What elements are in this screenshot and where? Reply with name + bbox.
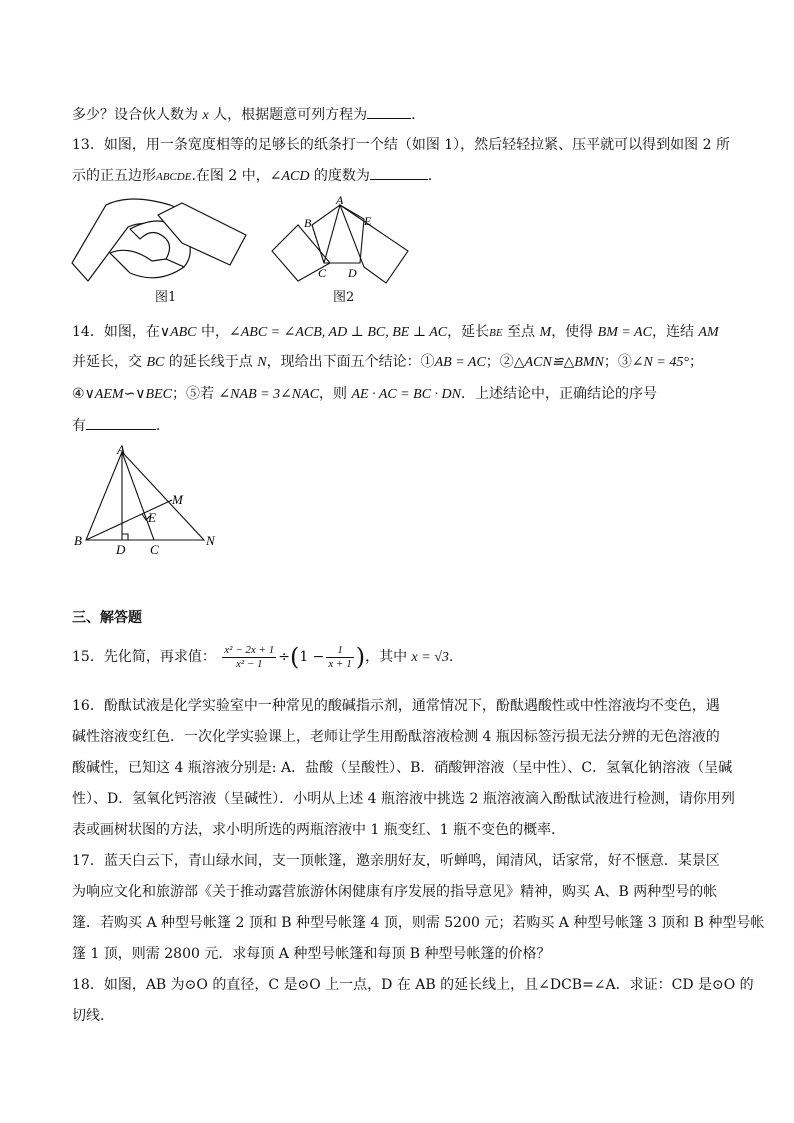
- q14-text: 14．如图，在: [72, 324, 160, 340]
- q14-fig-label-b: B: [74, 533, 82, 548]
- q14-fig-label-e: E: [148, 510, 156, 525]
- q12-answer-blank[interactable]: [367, 104, 411, 119]
- q14-text-c: ，延长: [447, 324, 490, 340]
- q13-text-c: 的度数为: [309, 168, 370, 184]
- q15-text: 15．先化简，再求值：: [72, 649, 216, 665]
- fig2-label-b: B: [304, 216, 312, 230]
- q15-x-value: x = √3: [411, 650, 449, 665]
- q15-line: [72, 640, 453, 674]
- q16-line1: 16．酚酞试液是化学实验室中一种常见的酸碱指示剂，通常情况下，酚酞遇酸性或中性溶液均不变色，遇: [72, 698, 720, 714]
- q15-f1-denominator: x² − 1: [235, 657, 263, 670]
- fig2-label-a: A: [336, 195, 344, 207]
- q15-f1-numerator: x² − 2x + 1: [224, 643, 275, 656]
- q12-var-x: x: [202, 108, 209, 123]
- q14-line3: [72, 384, 657, 405]
- q15-f2-numerator: 1: [326, 644, 353, 658]
- q14-text-d: 至点: [502, 324, 540, 340]
- q15-f2-denominator: x + 1: [328, 657, 352, 670]
- q14-fig-label-m: M: [172, 492, 183, 507]
- q13-line1: 13．如图，用一条宽度相等的足够长的纸条打一个结（如图 1），然后轻轻拉紧、压平就可以得到如图 2 所: [72, 137, 730, 153]
- q14-text: 并延长，交: [72, 354, 147, 370]
- q14-figure: [70, 442, 230, 560]
- q14-conclusion-5b: AE · AC = BC · DN: [351, 387, 462, 402]
- q15-fraction-1: [222, 644, 276, 671]
- q15-one-minus: 1 −: [299, 649, 325, 665]
- q14-text-d: ；②: [485, 354, 514, 370]
- q13-angle: ∠ACD: [269, 169, 310, 184]
- q14-line4: [72, 415, 170, 436]
- q13-end: ．: [427, 168, 442, 184]
- q14-fig-label-n: N: [206, 533, 215, 548]
- q12-tail-line: [72, 104, 416, 126]
- q14-answer-blank[interactable]: [86, 415, 156, 430]
- q14-text-d: ．上述结论中，正确结论的序号: [461, 386, 658, 402]
- q14-text-f: ；: [688, 354, 703, 370]
- q14-text-b: 中，: [196, 324, 229, 340]
- q14-conclusion-1: AB = AC: [434, 355, 486, 370]
- q14-conclusion-2: △ACN≌△BMN: [513, 355, 604, 370]
- q14-line1: [72, 322, 719, 343]
- q17-line3: 篷．若购买 A 种型号帐篷 2 顶和 B 种型号帐篷 4 顶，则需 5200 元；若购买 A 种型号帐篷 3 顶和 B 种型号帐: [72, 915, 765, 931]
- q14-line2: [72, 352, 703, 373]
- q14-fig-label-d: D: [116, 542, 126, 557]
- q15-end: .: [448, 649, 454, 665]
- q13-line2: [72, 165, 442, 187]
- q15-right-paren: ): [355, 643, 366, 671]
- q14-am: AM: [698, 325, 719, 340]
- section-3-title: 三、解答题: [72, 610, 142, 626]
- q14-text: ④: [72, 386, 85, 402]
- q14-m: M: [539, 325, 552, 340]
- q14-fig-label-a: A: [117, 442, 125, 457]
- fig2-label-c: C: [318, 266, 327, 280]
- q17-line4: 篷 1 顶，则需 2800 元．求每顶 A 种型号帐篷和每顶 B 种型号帐篷的价格？: [72, 946, 551, 962]
- q18-line1: 18．如图，AB 为⊙O 的直径，C 是⊙O 上一点，D 在 AB 的延长线上，且∠DCB=∠A．求证：CD 是⊙O 的: [72, 977, 754, 993]
- q14-text-f: ，连结: [651, 324, 699, 340]
- q14-n: N: [257, 355, 267, 370]
- q14-text-b: ；⑤若: [172, 386, 219, 402]
- q18-line2: 切线．: [72, 1008, 114, 1024]
- q14-conclusion-4: ∨AEM∽∨BEC: [84, 387, 172, 402]
- q16-line5: 表或画树状图的方法，求小明所选的两瓶溶液中 1 瓶变红、1 瓶不变色的概率．: [72, 822, 566, 838]
- q14-text-c: ，则: [319, 386, 352, 402]
- q17-line1: 17．蓝天白云下，青山绿水间，支一顶帐篷，邀亲朋好友，听蝉鸣，闻清风，话家常，好不惬意．某景区: [72, 853, 720, 869]
- q14-bm-ac: BM = AC: [597, 325, 652, 340]
- q14-text-b: 的延长线于点: [164, 354, 258, 370]
- fig2-label-d: D: [348, 266, 357, 280]
- q14-be: BE: [489, 327, 503, 339]
- q13-text-b: .在图 2 中，: [191, 168, 270, 184]
- fig2-label-e: E: [364, 214, 372, 228]
- q12-end: .: [411, 107, 416, 123]
- q14-fig-label-c: C: [150, 542, 159, 557]
- q13-fig1-caption: 图1: [155, 290, 177, 305]
- q13-fig2-caption: 图2: [333, 290, 355, 305]
- q14-text-e: ；③: [603, 354, 632, 370]
- q14-triangle: ∨ABC: [159, 325, 197, 340]
- q14-bc: BC: [146, 355, 165, 370]
- q16-line4: 性）、D．氢氧化钙溶液（呈碱性）．小明从上述 4 瓶溶液中挑选 2 瓶溶液滴入酚酞试液进行检测，请你用列: [72, 791, 735, 807]
- q13-pentagon-name: ABCDE: [156, 171, 192, 183]
- q14-condition: ∠ABC = ∠ACB, AD ⊥ BC, BE ⊥ AC: [228, 325, 448, 340]
- q12-text: 多少？设合伙人数为: [72, 107, 198, 123]
- q16-line3: 酸碱性，已知这 4 瓶溶液分别是: A．盐酸（呈酸性）、B．硝酸钾溶液（呈中性）、C．氢氧化钠溶液（呈碱: [72, 760, 733, 776]
- q14-text-e: ，使得: [551, 324, 598, 340]
- q14-conclusion-5a: ∠NAB = 3∠NAC: [218, 387, 320, 402]
- q13-figure1: [70, 195, 250, 287]
- q14-end: ．: [156, 418, 170, 434]
- q15-left-paren: (: [289, 643, 300, 671]
- q15-fraction-2: [326, 644, 353, 671]
- q13-text: 示的正五边形: [72, 168, 156, 184]
- q14-conclusion-3: ∠N = 45°: [631, 355, 689, 370]
- q14-text: 有: [72, 418, 86, 434]
- q14-text-c: ，现给出下面五个结论：①: [266, 354, 435, 370]
- q15-div-sign: ÷: [278, 649, 290, 665]
- q13-answer-blank[interactable]: [370, 165, 428, 180]
- q12-text-b: 人，根据题意可列方程为: [213, 107, 368, 123]
- q15-text-b: ，其中: [365, 649, 412, 665]
- q17-line2: 为响应文化和旅游部《关于推动露营旅游休闲健康有序发展的指导意见》精神，购买 A、B 两种型号的帐: [72, 884, 718, 900]
- q13-figure2: [268, 195, 416, 289]
- q16-line2: 碱性溶液变红色．一次化学实验课上，老师让学生用酚酞溶液检测 4 瓶因标签污损无法分辨的无色溶液的: [72, 729, 720, 745]
